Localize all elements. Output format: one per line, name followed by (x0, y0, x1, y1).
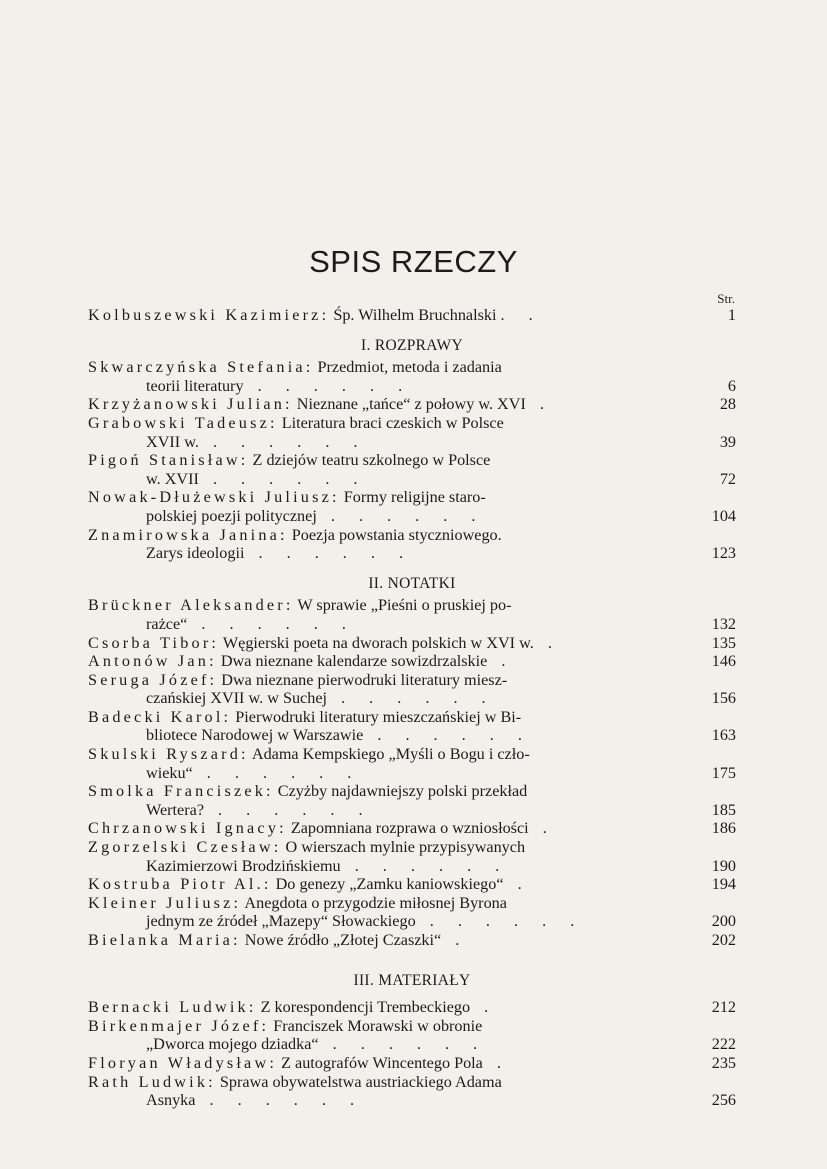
toc-title-continued: Asnyka (146, 1091, 196, 1110)
toc-title: Z korespondencji Trembeckiego (260, 998, 471, 1017)
toc-title: Czyżby najdawniejszy polski przekład (277, 782, 528, 801)
toc-title: Z autografów Wincentego Pola (281, 1053, 483, 1072)
toc-author: Birkenmajer Józef: (88, 1016, 270, 1035)
toc-title-continued: rażce“ (146, 614, 188, 633)
toc-entry: Zgorzelski Czesław: O wierszach mylnie przypisywanych Kazimierzowi Brodzińskiemu . . . . . . 190 (88, 838, 736, 875)
toc-author: Badecki Karol: (88, 707, 232, 726)
toc-author: Floryan Władysław: (88, 1053, 278, 1072)
toc-entry: Znamirowska Janina: Poezja powstania styczniowego. Zarys ideologii . . . . . . 123 (88, 525, 736, 563)
toc-title: Węgierski poeta na dworach polskich w XVI w. (222, 633, 534, 652)
toc-entry: Floryan Władysław: Z autografów Wincentego Pola . 235 (88, 1053, 736, 1072)
toc-entry: Chrzanowski Ignacy: Zapomniana rozprawa o wzniosłości . 186 (88, 819, 736, 838)
toc-title: Anegdota o przygodzie miłosnej Byrona (244, 893, 507, 912)
toc-title-continued: w. XVII (146, 469, 199, 488)
page-title: SPIS RZECZY (309, 244, 518, 279)
toc-page-number: 175 (711, 763, 736, 782)
toc-title: O wierszach mylnie przypisywanych (285, 838, 526, 857)
page-column-label: Str. (717, 291, 735, 306)
toc-title: Śp. Wilhelm Bruchnalski (333, 306, 497, 324)
toc-page-number: 132 (711, 614, 736, 633)
toc-entry-intro: Kolbuszewski Kazimierz: Śp. Wilhelm Bruchnalski . . 1 (88, 306, 736, 324)
toc-title-continued: Zarys ideologii (146, 544, 245, 563)
toc-entry: Kleiner Juliusz: Anegdota o przygodzie miłosnej Byrona jednym ze źródeł „Mazepy“ Słowackiego . . . . . . 200 (88, 893, 736, 931)
toc-page-number: 104 (711, 506, 736, 525)
toc-author: Skulski Ryszard: (88, 745, 249, 764)
toc-author: Krzyżanowski Julian: (88, 395, 293, 414)
toc-author: Bielanka Maria: (88, 931, 241, 949)
toc-page-number: 146 (711, 652, 736, 671)
toc-entry: Smolka Franciszek: Czyżby najdawniejszy polski przekład Wertera? . . . . . . 185 (88, 782, 736, 819)
toc-page-number: 39 (719, 432, 736, 451)
toc-entry: Pigoń Stanisław: Z dziejów teatru szkolnego w Polsce w. XVII . . . . . . 72 (88, 451, 736, 488)
toc-author: Antonów Jan: (88, 652, 217, 671)
toc-title-continued: bliotece Narodowej w Warszawie (146, 726, 364, 745)
toc-page-number: 163 (711, 726, 736, 745)
toc-title-continued: teorii literatury (146, 376, 244, 395)
toc-title: Z dziejów teatru szkolnego w Polsce (252, 451, 491, 470)
toc-entry: Krzyżanowski Julian: Nieznane „tańce“ z połowy w. XVI . 28 (88, 395, 736, 414)
toc-entry: Brückner Aleksander: W sprawie „Pieśni o pruskiej po- rażce“ . . . . . . 132 (88, 596, 736, 633)
toc-title-continued: polskiej poezji politycznej (146, 506, 317, 525)
toc-title: Nieznane „tańce“ z połowy w. XVI (296, 395, 526, 414)
toc-author: Smolka Franciszek: (88, 782, 274, 801)
toc-entry: Skwarczyńska Stefania: Przedmiot, metoda i zadania teorii literatury . . . . . . 6 (88, 358, 736, 395)
toc-title: Zapomniana rozprawa o wzniosłości (290, 819, 529, 838)
toc-page-number: 28 (719, 395, 736, 414)
toc-author: Kolbuszewski Kazimierz: (88, 306, 330, 324)
toc-title: Nowe źródło „Złotej Czaszki“ (244, 931, 442, 949)
toc-author: Znamirowska Janina: (88, 525, 288, 544)
toc-entry: Kostruba Piotr Al.: Do genezy „Zamku kaniowskiego“ . 194 (88, 875, 736, 894)
toc-author: Brückner Aleksander: (88, 596, 294, 615)
section-heading: I. ROZPRAWY (361, 336, 463, 354)
toc-author: Kostruba Piotr Al.: (88, 875, 272, 894)
toc-title-continued: „Dworca mojego dziadka“ (146, 1035, 319, 1054)
section-heading: II. NOTATKI (368, 574, 456, 592)
toc-page-number: 202 (711, 931, 736, 949)
toc-author: Zgorzelski Czesław: (88, 838, 282, 857)
toc-entry: Antonów Jan: Dwa nieznane kalendarze sowizdrzalskie . 146 (88, 652, 736, 671)
toc-title: W sprawie „Pieśni o pruskiej po- (297, 596, 512, 615)
toc-author: Csorba Tibor: (88, 633, 220, 652)
toc-entry: Seruga Józef: Dwa nieznane pierwodruki literatury miesz- czańskiej XVII w. w Suchej . . . . . . 156 (88, 670, 736, 708)
toc-title: Poezja powstania styczniowego. (291, 525, 502, 544)
toc-page-number: 185 (711, 800, 736, 819)
toc-title: Literatura braci czeskich w Polsce (281, 413, 504, 432)
toc-title-continued: wieku“ (146, 763, 193, 782)
toc-entry: Birkenmajer Józef: Franciszek Morawski w obronie „Dworca mojego dziadka“ . . . . . . 222 (88, 1016, 736, 1054)
toc-page-number: 123 (711, 544, 736, 563)
toc-page-number: 256 (711, 1091, 736, 1110)
table-of-contents (88, 306, 736, 1110)
toc-title: Sprawa obywatelstwa austriackiego Adama (219, 1072, 502, 1091)
toc-page-number: 212 (711, 998, 736, 1017)
toc-entry: Badecki Karol: Pierwodruki literatury mieszczańskiej w Bi- bliotece Narodowej w Warszawie . . . . . . 163 (88, 707, 736, 745)
toc-title: Dwa nieznane pierwodruki literatury miesz- (221, 670, 508, 689)
toc-entry: Bielanka Maria: Nowe źródło „Złotej Czaszki“ . 202 (88, 931, 736, 949)
toc-author: Bernacki Ludwik: (88, 998, 257, 1017)
toc-author: Nowak-Dłużewski Juliusz: (88, 488, 340, 507)
toc-page-number: 235 (711, 1053, 736, 1072)
toc-page-number: 135 (711, 633, 736, 652)
toc-title: Pierwodruki literatury mieszczańskiej w Bi- (235, 707, 522, 726)
toc-author: Grabowski Tadeusz: (88, 413, 278, 432)
toc-title: Dwa nieznane kalendarze sowizdrzalskie (220, 652, 488, 671)
toc-title-continued: czańskiej XVII w. w Suchej (146, 689, 328, 708)
toc-author: Pigoń Stanisław: (88, 451, 249, 470)
toc-page-number: 186 (711, 819, 736, 838)
toc-author: Rath Ludwik: (88, 1072, 216, 1091)
toc-title: Przedmiot, metoda i zadania (317, 358, 502, 377)
toc-title: Formy religijne staro- (343, 488, 486, 507)
toc-title-continued: jednym ze źródeł „Mazepy“ Słowackiego (146, 912, 416, 931)
toc-page-number: 156 (711, 689, 736, 708)
toc-title-continued: Wertera? (146, 800, 204, 819)
toc-author: Kleiner Juliusz: (88, 893, 242, 912)
toc-title: Adama Kempskiego „Myśli o Bogu i czło- (251, 745, 530, 764)
toc-entry: Nowak-Dłużewski Juliusz: Formy religijne staro- polskiej poezji politycznej . . . . . . 104 (88, 488, 736, 525)
toc-author: Skwarczyńska Stefania: (88, 358, 314, 377)
section-heading: III. MATERIAŁY (353, 971, 471, 989)
toc-page-number: 222 (711, 1035, 736, 1054)
toc-author: Chrzanowski Ignacy: (88, 819, 287, 838)
toc-entry: Skulski Ryszard: Adama Kempskiego „Myśli o Bogu i czło- wieku“ . . . . . . 175 (88, 745, 736, 782)
toc-page-number: 6 (727, 376, 736, 395)
toc-title-continued: XVII w. (146, 432, 199, 451)
toc-entry: Grabowski Tadeusz: Literatura braci czeskich w Polsce XVII w. . . . . . . 39 (88, 413, 736, 451)
toc-entry: Csorba Tibor: Węgierski poeta na dworach polskich w XVI w. . 135 (88, 633, 736, 652)
toc-page-number: 190 (711, 856, 736, 875)
toc-title-continued: Kazimierzowi Brodzińskiemu (146, 856, 341, 875)
toc-entry: Bernacki Ludwik: Z korespondencji Trembeckiego . 212 (88, 998, 736, 1017)
toc-page-number: 194 (711, 875, 736, 894)
toc-page-number: 72 (719, 469, 736, 488)
toc-title: Do genezy „Zamku kaniowskiego“ (275, 875, 504, 894)
toc-author: Seruga Józef: (88, 670, 218, 689)
toc-page-number: 200 (711, 912, 736, 931)
toc-title: Franciszek Morawski w obronie (273, 1016, 483, 1035)
toc-entry: Rath Ludwik: Sprawa obywatelstwa austriackiego Adama Asnyka . . . . . . 256 (88, 1072, 736, 1110)
toc-sections (88, 337, 736, 1110)
toc-page-number: 1 (727, 306, 736, 324)
